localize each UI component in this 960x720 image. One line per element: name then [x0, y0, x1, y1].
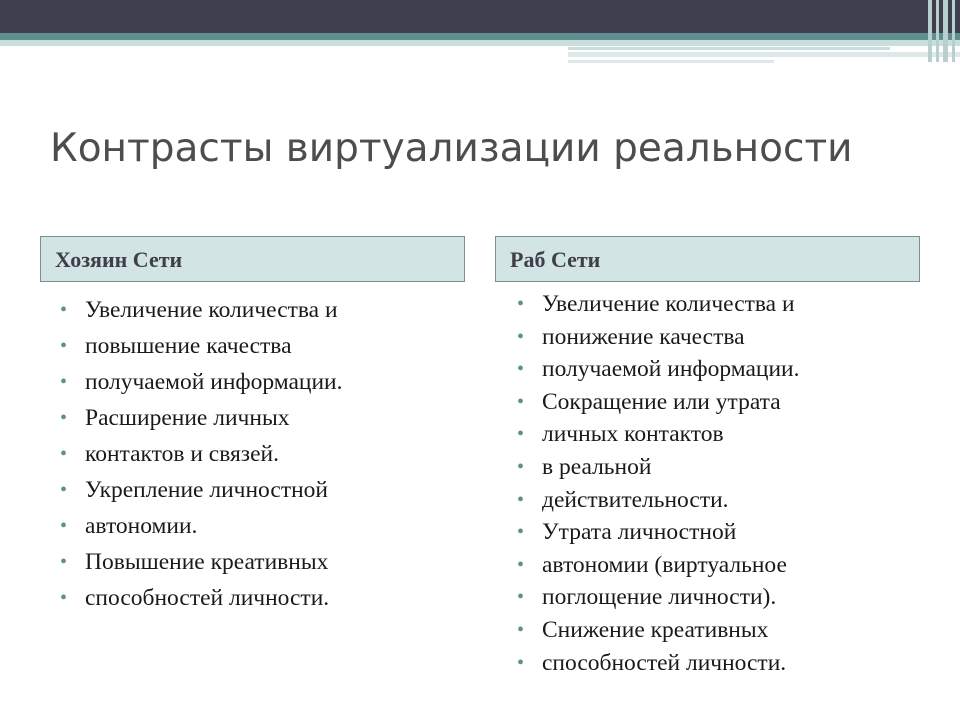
list-item: • понижение качества: [517, 321, 800, 354]
list-item: • Повышение креативных: [60, 544, 343, 580]
list-item: • Снижение креативных: [517, 614, 800, 647]
bullet-list-master: [60, 292, 343, 616]
slide-title: Контрасты виртуализации реальности: [50, 126, 853, 171]
list-item: • Укрепление личностной: [60, 472, 343, 508]
column-header-label: Раб Сети: [510, 247, 601, 272]
list-item: • Расширение личных: [60, 400, 343, 436]
list-item: • личных контактов: [517, 418, 800, 451]
decor-vbar: [943, 0, 948, 62]
decor-dark-bar: [0, 0, 960, 33]
decor-vbar: [952, 0, 955, 62]
list-item: • повышение качества: [60, 328, 343, 364]
list-item: • в реальной: [517, 451, 800, 484]
list-item: • Утрата личностной: [517, 516, 800, 549]
decor-light-bar: [0, 40, 960, 46]
decor-vbar: [936, 0, 939, 62]
decor-vertical-bars: [926, 0, 960, 62]
list-item: • автономии.: [60, 508, 343, 544]
list-item: • получаемой информации.: [60, 364, 343, 400]
decor-line: [568, 60, 774, 63]
list-item: • получаемой информации.: [517, 353, 800, 386]
list-item: • Увеличение количества и: [517, 288, 800, 321]
column-header-master: [40, 236, 465, 282]
list-item: • автономии (виртуальное: [517, 549, 800, 582]
decor-line: [568, 52, 960, 57]
decor-line: [568, 47, 890, 50]
decor-teal-bar: [0, 33, 960, 40]
list-item: • способностей личности.: [517, 647, 800, 680]
list-item: • действительности.: [517, 484, 800, 517]
column-header-label: Хозяин Сети: [55, 247, 183, 272]
bullet-list-slave: [517, 288, 800, 679]
list-item: • Сокращение или утрата: [517, 386, 800, 419]
column-header-slave: [495, 236, 920, 282]
list-item: • контактов и связей.: [60, 436, 343, 472]
list-item: • способностей личности.: [60, 580, 343, 616]
list-item: • Увеличение количества и: [60, 292, 343, 328]
decor-vbar: [928, 0, 932, 62]
list-item: • поглощение личности).: [517, 581, 800, 614]
